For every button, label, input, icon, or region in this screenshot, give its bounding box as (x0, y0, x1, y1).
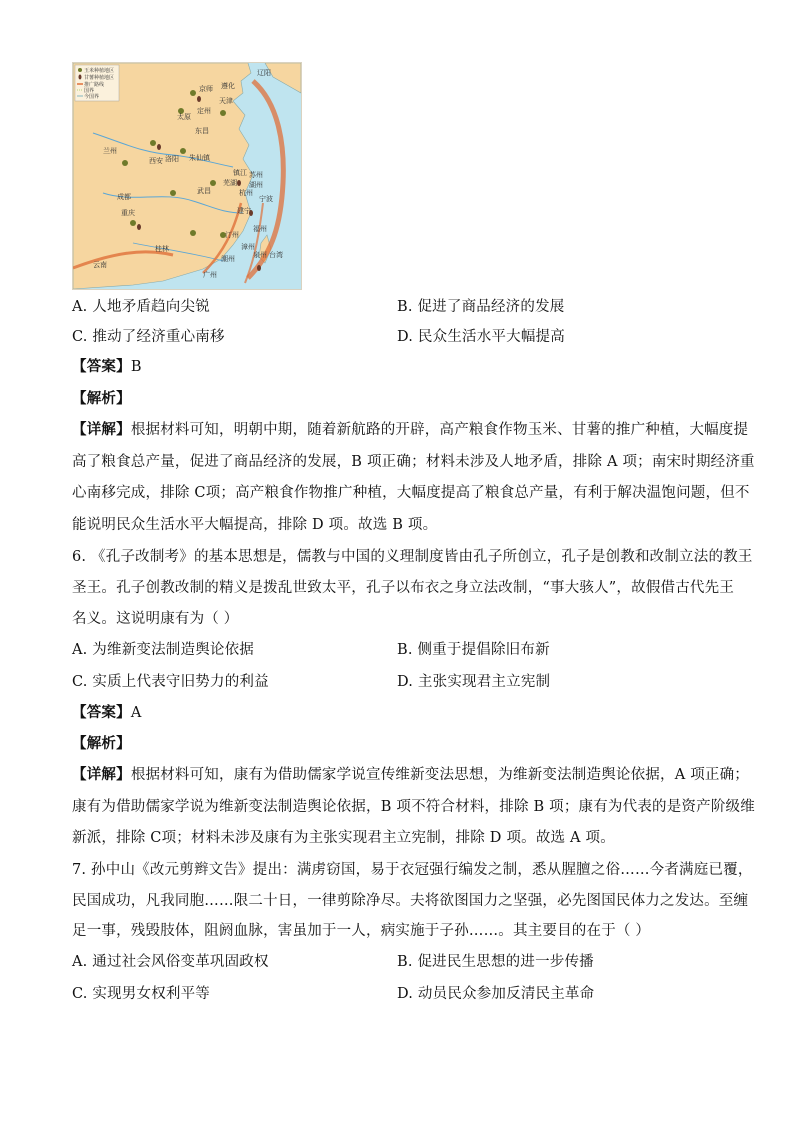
legend-maize: 玉米种植地区 (84, 68, 115, 74)
place-label: 漳州 (241, 243, 255, 251)
place-label: 太原 (177, 113, 191, 121)
q5-detail-line (72, 421, 748, 439)
answer-value: B (130, 359, 142, 375)
q5-option-c: C. 推动了经济重心南移 (72, 329, 225, 345)
detail-label: 【详解】 (72, 421, 131, 438)
detail-label: 【详解】 (72, 766, 131, 783)
place-label: 镇江 (233, 169, 247, 177)
place-label: 朱仙镇 (189, 154, 210, 162)
q6-option-d: D. 主张实现君主立宪制 (397, 674, 551, 690)
place-label: 芜湖 (223, 179, 237, 187)
place-label: 杭州 (239, 189, 253, 197)
q7-option-a: A. 通过社会风俗变革巩固政权 (72, 954, 269, 970)
legend-border: 国界 (84, 88, 95, 94)
q6-detail-line (72, 766, 749, 784)
place-label: 洛阳 (165, 155, 179, 163)
place-label: 泉州 (253, 251, 267, 259)
place-label: 京师 (199, 85, 213, 93)
detail-text: 根据材料可知，康有为借助儒家学说宣传维新变法思想，为维新变法制造舆论依据，A 项正确； (130, 767, 749, 783)
q5-detail-line: 能说明民众生活水平大幅提高，排除 D 项。故选 B 项。 (72, 517, 438, 533)
place-label: 武昌 (197, 187, 211, 195)
q7-option-b: B. 促进民生思想的进一步传播 (397, 954, 594, 970)
place-label: 广州 (203, 271, 217, 279)
place-label: 潮州 (221, 255, 235, 263)
place-label: 桂林 (155, 245, 169, 253)
q5-option-b: B. 促进了商品经济的发展 (397, 299, 565, 315)
place-label: 遵化 (221, 82, 235, 90)
q7-stem-line: 民国成功，凡我同胞……限二十日，一律剪除净尽。夫将欲图国力之坚强，必先图国民体力之发达。至缠 (72, 893, 749, 909)
place-label: 宁波 (259, 195, 273, 203)
place-label: 辽阳 (257, 69, 271, 77)
q6-answer (72, 704, 141, 722)
q6-stem-line: 6. 《孔子改制考》的基本思想是，儒教与中国的义理制度皆由孔子所创立，孔子是创教和改制立法的教王 (72, 549, 753, 565)
answer-label: 【答案】 (72, 704, 131, 721)
q5-option-a: A. 人地矛盾趋向尖锐 (72, 299, 210, 315)
place-label: 天津 (219, 97, 233, 105)
q6-option-a: A. 为维新变法制造舆论依据 (72, 642, 254, 658)
q7-stem-line: 足一事，残毁肢体，阻阏血脉，害虽加于一人，病实施于子孙……。其主要目的在于（ ） (72, 923, 651, 939)
answer-value: A (130, 705, 142, 721)
place-label: 福州 (253, 225, 267, 233)
q5-analysis-label: 【解析】 (72, 390, 131, 407)
place-label: 兰州 (103, 147, 117, 155)
place-label: 西安 (149, 157, 163, 165)
map-drawing (73, 63, 301, 289)
q6-option-b: B. 侧重于提倡除旧布新 (397, 642, 550, 658)
answer-label: 【答案】 (72, 358, 131, 375)
crop-spread-map (72, 62, 302, 290)
legend-modern-border: 今国界 (84, 94, 100, 100)
q6-option-c: C. 实质上代表守旧势力的利益 (72, 674, 269, 690)
q7-option-c: C. 实现男女权利平等 (72, 986, 210, 1002)
q7-stem-line: 7. 孙中山《改元剪辫文告》提出：满虏窃国，易于衣冠强行编发之制，悉从腥膻之俗……今者满庭已覆， (72, 862, 753, 878)
place-label: 苏州 (249, 171, 263, 179)
detail-text: 根据材料可知，明朝中期，随着新航路的开辟，高产粮食作物玉米、甘薯的推广种植，大幅度提 (130, 422, 749, 438)
place-label: 云南 (93, 261, 107, 269)
place-label: 东昌 (195, 127, 209, 135)
legend-route: 推广路线 (84, 82, 105, 88)
q7-option-d: D. 动员民众参加反清民主革命 (397, 986, 595, 1002)
q6-detail-line: 新派，排除 C项；材料未涉及康有为主张实现君主立宪制，排除 D 项。故选 A 项。 (72, 830, 615, 846)
place-label: 汀州 (225, 231, 239, 239)
q6-analysis-label: 【解析】 (72, 735, 131, 752)
q5-detail-line: 高了粮食总产量，促进了商品经济的发展，B 项正确；材料未涉及人地矛盾，排除 A 项；南宋时期经济重 (72, 454, 755, 470)
q6-stem-line: 圣王。孔子创教改制的精义是拨乱世致太平，孔子以布衣之身立法改制，“事大骇人”，故假借古代先王 (72, 580, 735, 596)
legend-sweet-potato: 甘薯种植地区 (84, 75, 115, 81)
place-label: 定州 (197, 107, 211, 115)
place-label: 成都 (117, 193, 131, 201)
q6-detail-line: 康有为借助儒家学说为维新变法制造舆论依据，B 项不符合材料，排除 B 项；康有为代表的是资产阶级维 (72, 799, 755, 815)
place-label: 台湾 (269, 251, 283, 259)
q6-stem-line: 名义。这说明康有为（ ） (72, 611, 239, 627)
place-label: 建宁 (237, 207, 251, 215)
place-label: 湖州 (249, 181, 263, 189)
place-label: 重庆 (121, 209, 135, 217)
q5-detail-line: 心南移完成，排除 C项；高产粮食作物推广种植，大幅度提高了粮食总产量，有利于解决温饱问题，但不 (72, 485, 750, 501)
q5-option-d: D. 民众生活水平大幅提高 (397, 329, 565, 345)
q5-answer (72, 358, 142, 376)
